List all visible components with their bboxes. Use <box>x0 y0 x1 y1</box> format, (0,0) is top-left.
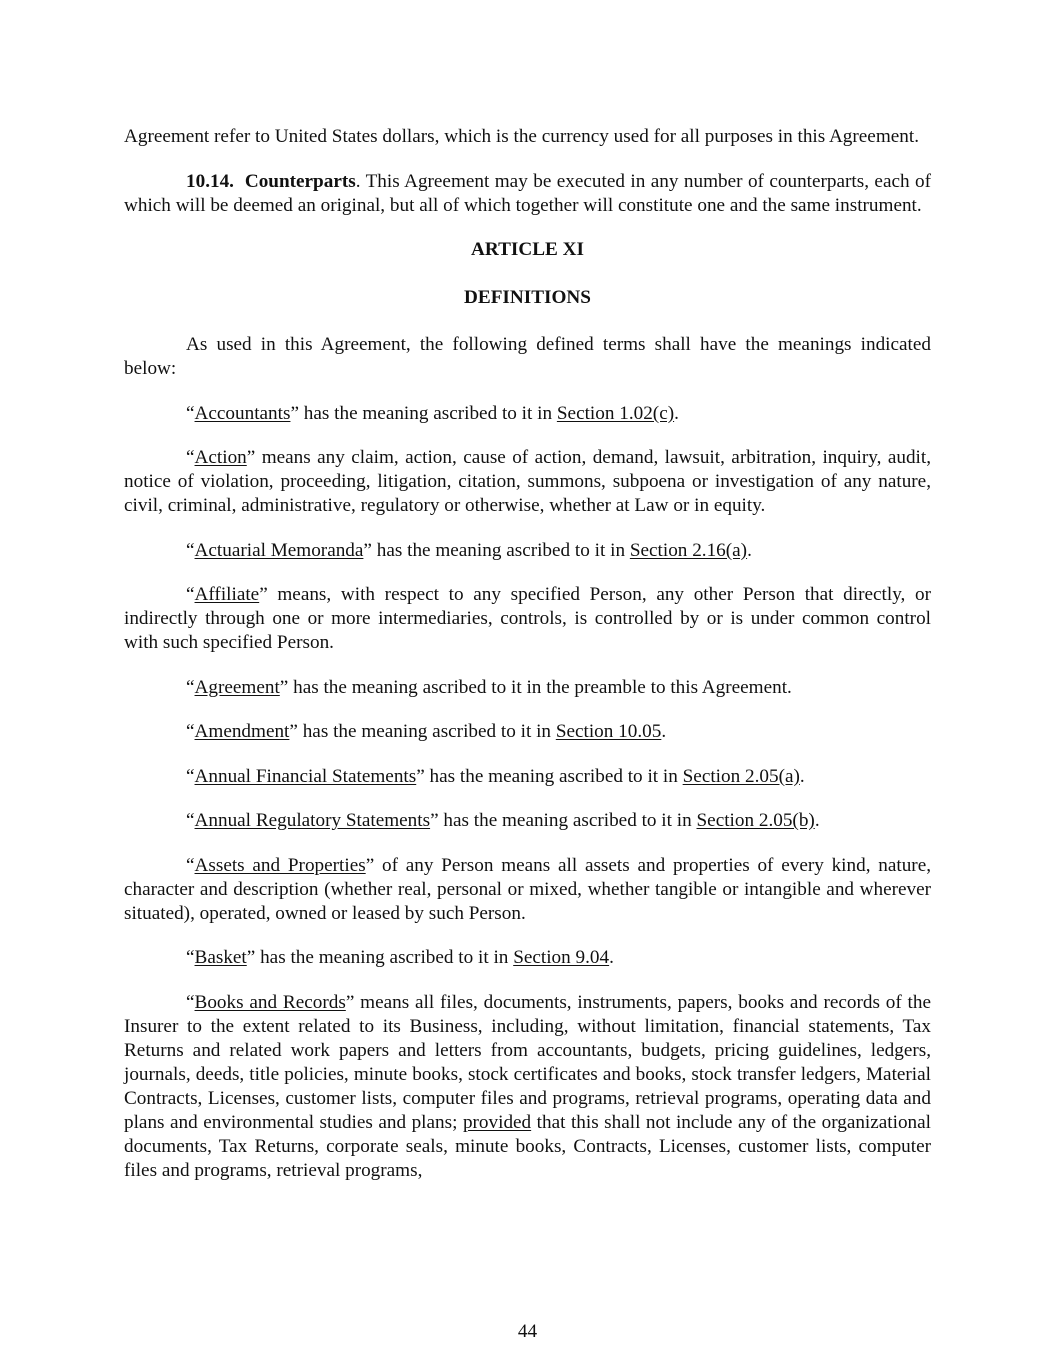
section-reference: Section 10.05 <box>555 721 662 742</box>
definition-open-quote: “ <box>186 765 195 787</box>
definition-open-quote: “ <box>186 447 195 468</box>
definition-term: Annual Financial Statements <box>194 765 417 787</box>
definition-term: Actuarial Memoranda <box>194 539 364 561</box>
definition-tail: . <box>674 402 679 424</box>
definition-assets-and-properties <box>124 854 931 926</box>
article-intro: As used in this Agreement, the following defined terms shall have the meanings indicated below: <box>124 334 931 379</box>
definition-text: ” has the meaning ascribed to it in <box>430 810 697 831</box>
definition-tail: . <box>661 721 667 742</box>
page-number: 44 <box>517 1321 538 1342</box>
definition-text: ” has the meaning ascribed to it in <box>363 539 630 561</box>
definition-term: Amendment <box>194 721 290 742</box>
definition-open-quote: “ <box>186 721 195 742</box>
section-reference: Section 2.16(a) <box>629 539 748 561</box>
definition-tail: . <box>799 765 805 787</box>
definition-amendment <box>124 720 931 744</box>
definition-term: Affiliate <box>194 584 260 605</box>
section-reference: Section 2.05(a) <box>682 765 800 787</box>
definition-books-and-records <box>124 991 931 1183</box>
definition-actuarial-memoranda <box>124 539 931 563</box>
provided-term: provided <box>462 1111 532 1133</box>
definition-tail: . <box>747 539 752 561</box>
article-heading: ARTICLE XI <box>471 239 584 260</box>
definition-action <box>124 446 931 518</box>
definition-open-quote: “ <box>186 854 195 876</box>
section-10-14-body: . This Agreement may be executed in any number of counterparts, each of which will be deemed an original, but all of which together will constitute one and the same instrument. <box>124 170 931 216</box>
definition-affiliate <box>124 583 931 655</box>
definition-text: ” means any claim, action, cause of action, demand, lawsuit, arbitration, inquiry, audit, notice of violation, proceeding, litigation, citation, summons, subpoena or investigation of any nature, civil, criminal, administrative, regulatory or otherwise, whether at Law or in equity. <box>124 447 931 516</box>
definition-text: ” has the meaning ascribed to it in <box>246 947 514 968</box>
definition-term: Annual Regulatory Statements <box>194 810 431 831</box>
definition-term: Basket <box>194 947 247 968</box>
definition-text: ” of any Person means all assets and properties of every kind, nature, character and description (whether real, personal or mixed, whether tangible or intangible and wherever situated), operated, owned or leased by such Person. <box>124 854 932 924</box>
definition-term: Accountants <box>194 402 291 424</box>
definition-accountants <box>124 402 931 426</box>
definition-text: ” has the meaning ascribed to it in <box>290 402 557 424</box>
definition-open-quote: “ <box>186 991 195 1013</box>
definition-tail: . <box>814 810 820 831</box>
definition-text: ” has the meaning ascribed to it in <box>289 721 556 742</box>
article-subheading: DEFINITIONS <box>464 286 591 308</box>
definition-text: ” has the meaning ascribed to it in <box>416 765 683 787</box>
definition-tail: . <box>609 947 614 968</box>
intro-fragment: Agreement refer to United States dollars, which is the currency used for all purposes in this Agreement. <box>124 126 919 147</box>
definition-open-quote: “ <box>186 947 195 968</box>
definition-term: Books and Records <box>194 991 346 1013</box>
definition-open-quote: “ <box>186 402 195 424</box>
section-reference: Section 9.04 <box>513 947 610 968</box>
definition-open-quote: “ <box>186 539 195 561</box>
definition-term: Action <box>194 447 247 468</box>
document-page <box>124 125 931 1203</box>
definition-text: ” means all files, documents, instruments, papers, books and records of the Insurer to the extent related to its Business, including, without limitation, financial statements, Tax Returns and related work papers and letters from accountants, budgets, pricing guidelines, ledgers, journals, deeds, title policies, minute books, stock certificates and books, stock transfer ledgers, Material Contracts, Licenses, customer lists, computer files and programs, retrieval programs, operating data and plans and environmental studies and plans; <box>124 991 931 1133</box>
definition-annual-regulatory-statements <box>124 809 931 833</box>
definition-text: ” has the meaning ascribed to it in the preamble to this Agreement. <box>279 676 792 698</box>
definition-open-quote: “ <box>186 584 195 605</box>
definition-basket <box>124 946 931 970</box>
section-10-14 <box>124 170 931 218</box>
definition-open-quote: “ <box>186 810 195 831</box>
definition-tail: that this shall not include any of the organizational documents, Tax Returns, corporate seals, minute books, Contracts, Licenses, customer lists, computer files and programs, retrieval programs, <box>124 1111 931 1181</box>
definition-annual-financial-statements <box>124 765 931 789</box>
section-reference: Section 2.05(b) <box>696 810 815 831</box>
definition-text: ” means, with respect to any specified Person, any other Person that directly, or indirectly through one or more intermediaries, controls, is controlled by or is under common control with such specified Person. <box>124 584 931 653</box>
section-10-14-number: 10.14. <box>186 170 234 192</box>
definition-term: Agreement <box>194 676 280 698</box>
definition-open-quote: “ <box>186 676 195 698</box>
definition-agreement <box>124 676 931 700</box>
definition-term: Assets and Properties <box>194 854 366 876</box>
section-10-14-title: Counterparts <box>244 170 356 192</box>
section-reference: Section 1.02(c) <box>556 402 675 424</box>
